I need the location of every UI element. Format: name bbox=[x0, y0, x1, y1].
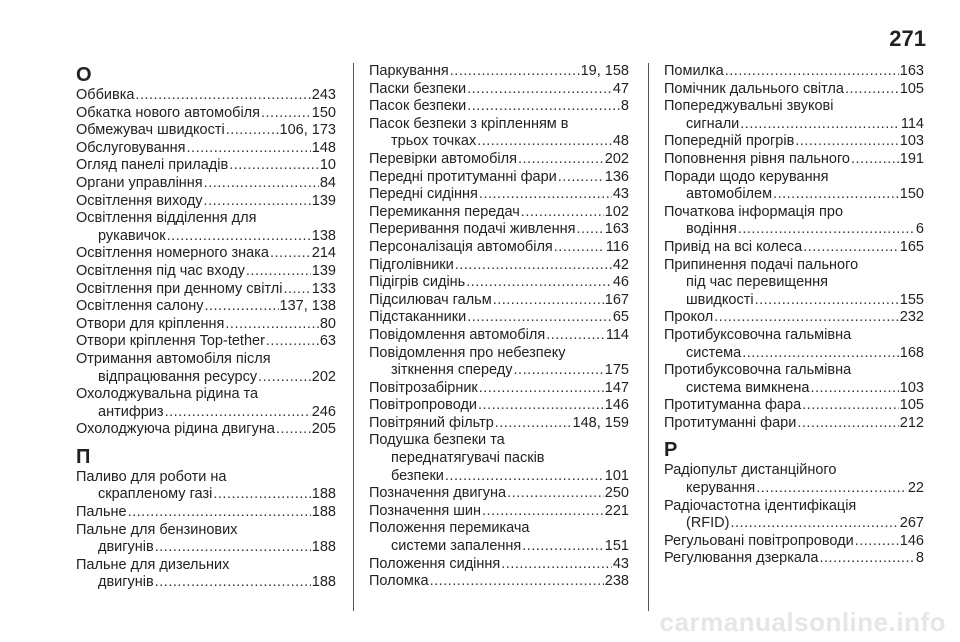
entry-term: Радіопульт дистанційного bbox=[664, 462, 837, 479]
index-entry bbox=[369, 81, 629, 99]
entry-term: Поломка bbox=[369, 573, 429, 590]
entry-term: рукавичок bbox=[98, 227, 166, 244]
entry-term: Паркування bbox=[369, 63, 449, 79]
index-entry bbox=[664, 204, 924, 239]
dot-leader bbox=[518, 151, 604, 169]
entry-term: Радіочастотна ідентифікація bbox=[664, 497, 857, 514]
index-entry bbox=[369, 573, 629, 591]
entry-term: Попередній прогрів bbox=[664, 133, 795, 150]
entry-term: Обкатка нового автомобіля bbox=[76, 104, 260, 121]
dot-leader bbox=[479, 380, 604, 398]
dot-leader bbox=[445, 468, 604, 486]
entry-term: Освітлення виходу bbox=[76, 192, 203, 209]
page-number: 271 bbox=[889, 26, 926, 51]
entry-term: Паски безпеки bbox=[369, 80, 467, 97]
entry-page-ref: 205 bbox=[311, 421, 336, 438]
dot-leader bbox=[258, 369, 311, 387]
entry-term: Попереджувальні звукові bbox=[664, 98, 834, 115]
index-entry bbox=[369, 397, 629, 415]
entry-page-ref: 267 bbox=[899, 515, 924, 532]
index-entry bbox=[76, 210, 336, 245]
index-entry bbox=[369, 485, 629, 503]
index-entry bbox=[664, 169, 924, 204]
entry-term: двигунів bbox=[98, 574, 154, 591]
entry-page-ref: 188 bbox=[311, 574, 336, 591]
entry-term: відпрацювання ресурсу bbox=[98, 368, 258, 385]
index-entry bbox=[664, 133, 924, 151]
entry-term: Пасок безпеки bbox=[369, 98, 467, 115]
entry-term: Освітлення номерного знака bbox=[76, 245, 269, 262]
dot-leader bbox=[521, 204, 604, 222]
entry-page-ref: 146 bbox=[604, 397, 629, 414]
dot-leader bbox=[276, 421, 311, 439]
entry-page-ref: 243 bbox=[311, 87, 336, 103]
dot-leader bbox=[803, 239, 899, 257]
index-entry bbox=[664, 257, 924, 310]
dot-leader bbox=[482, 503, 604, 521]
entry-term: під час перевищення bbox=[686, 274, 829, 291]
entry-term: (RFID) bbox=[686, 515, 730, 532]
entry-term: Паливо для роботи на bbox=[76, 468, 227, 485]
entry-term: Переривання подачі живлення bbox=[369, 221, 576, 238]
entry-term: зіткнення спереду bbox=[391, 362, 513, 379]
index-entry bbox=[369, 503, 629, 521]
index-entry bbox=[369, 327, 629, 345]
entry-term: Підігрів сидінь bbox=[369, 274, 466, 291]
dot-leader bbox=[430, 573, 604, 591]
entry-term: швидкості bbox=[686, 291, 754, 308]
entry-term: Персоналізація автомобіля bbox=[369, 238, 553, 255]
entry-term: сигнали bbox=[686, 115, 740, 132]
entry-page-ref: 238 bbox=[604, 573, 629, 590]
entry-page-ref: 175 bbox=[604, 362, 629, 379]
entry-term: Обслуговування bbox=[76, 139, 186, 156]
entry-page-ref: 133 bbox=[311, 280, 336, 297]
dot-leader bbox=[738, 221, 915, 239]
entry-term: Пальне для бензинових bbox=[76, 521, 238, 538]
entry-page-ref: 202 bbox=[604, 150, 629, 167]
dot-leader bbox=[266, 333, 319, 351]
entry-term: переднатягувачі пасків bbox=[391, 450, 545, 467]
index-entry bbox=[76, 245, 336, 263]
dot-leader bbox=[167, 228, 311, 246]
index-entry bbox=[369, 151, 629, 169]
dot-leader bbox=[478, 397, 604, 415]
dot-leader bbox=[773, 186, 899, 204]
entry-term: Протитуманні фари bbox=[664, 414, 797, 431]
entry-page-ref: 188 bbox=[311, 504, 336, 521]
entry-term: Положення перемикача bbox=[369, 520, 530, 537]
index-entry bbox=[369, 63, 629, 81]
entry-term: Подушка безпеки та bbox=[369, 432, 505, 449]
entry-term: Підстаканники bbox=[369, 309, 467, 326]
entry-term: двигунів bbox=[98, 539, 154, 556]
dot-leader bbox=[187, 140, 311, 158]
entry-page-ref: 221 bbox=[604, 502, 629, 519]
entry-page-ref: 150 bbox=[899, 186, 924, 203]
entry-term: Поповнення рівня пального bbox=[664, 150, 850, 167]
dot-leader bbox=[155, 539, 311, 557]
entry-page-ref: 155 bbox=[899, 291, 924, 308]
entry-term: Помічник дальнього світла bbox=[664, 80, 844, 97]
index-entry bbox=[664, 498, 924, 533]
entry-term: Регулювання дзеркала bbox=[664, 550, 819, 567]
index-entry bbox=[664, 239, 924, 257]
dot-leader bbox=[507, 485, 604, 503]
entry-page-ref: 163 bbox=[604, 221, 629, 238]
entry-term: Пальне bbox=[76, 504, 127, 521]
dot-leader bbox=[522, 538, 604, 556]
entry-term: Положення сидіння bbox=[369, 555, 501, 572]
entry-term: Протибуксовочна гальмівна bbox=[664, 326, 852, 343]
entry-term: Обмежувач швидкості bbox=[76, 122, 225, 139]
entry-term: Отвори для кріплення bbox=[76, 315, 225, 332]
entry-term: Повідомлення автомобіля bbox=[369, 326, 546, 343]
entry-page-ref: 47 bbox=[612, 80, 629, 97]
index-entry bbox=[664, 81, 924, 99]
entry-page-ref: 139 bbox=[311, 192, 336, 209]
entry-term: Огляд панелі приладів bbox=[76, 157, 229, 174]
entry-term: Регульовані повітропроводи bbox=[664, 532, 854, 549]
entry-page-ref: 84 bbox=[319, 174, 336, 191]
index-entry bbox=[369, 186, 629, 204]
entry-page-ref: 103 bbox=[899, 379, 924, 396]
entry-page-ref: 106, 173 bbox=[279, 122, 336, 139]
index-column-3 bbox=[664, 63, 924, 568]
dot-leader bbox=[467, 309, 612, 327]
entry-page-ref: 151 bbox=[604, 538, 629, 555]
column-divider bbox=[648, 63, 649, 611]
index-entry bbox=[664, 362, 924, 397]
entry-page-ref: 250 bbox=[604, 485, 629, 502]
dot-leader bbox=[576, 221, 603, 239]
entry-page-ref: 188 bbox=[311, 539, 336, 556]
index-entry bbox=[369, 432, 629, 485]
entry-term: Освітлення відділення для bbox=[76, 210, 257, 227]
entry-term: Органи управління bbox=[76, 174, 203, 191]
dot-leader bbox=[204, 175, 319, 193]
index-entry bbox=[369, 98, 629, 116]
index-entry bbox=[369, 116, 629, 151]
entry-page-ref: 43 bbox=[612, 555, 629, 572]
index-column-1 bbox=[76, 63, 336, 592]
index-entry bbox=[76, 157, 336, 175]
index-entry bbox=[369, 274, 629, 292]
entry-term: водіння bbox=[686, 221, 737, 238]
index-entry bbox=[369, 415, 629, 433]
entry-page-ref: 103 bbox=[899, 133, 924, 150]
dot-leader bbox=[213, 486, 310, 504]
dot-leader bbox=[742, 345, 899, 363]
entry-term: Позначення двигуна bbox=[369, 485, 507, 502]
dot-leader bbox=[493, 292, 604, 310]
entry-page-ref: 150 bbox=[311, 104, 336, 121]
dot-leader bbox=[135, 87, 310, 105]
dot-leader bbox=[226, 122, 279, 140]
index-entry bbox=[76, 193, 336, 211]
entry-page-ref: 136 bbox=[604, 168, 629, 185]
dot-leader bbox=[204, 298, 278, 316]
entry-term: Поради щодо керування bbox=[664, 168, 829, 185]
entry-page-ref: 65 bbox=[612, 309, 629, 326]
index-entry bbox=[76, 469, 336, 504]
dot-leader bbox=[851, 151, 899, 169]
index-entry bbox=[76, 504, 336, 522]
index-entry bbox=[76, 333, 336, 351]
entry-page-ref: 102 bbox=[604, 203, 629, 220]
dot-leader bbox=[246, 263, 311, 281]
entry-page-ref: 214 bbox=[311, 245, 336, 262]
index-entry bbox=[76, 298, 336, 316]
entry-term: системи запалення bbox=[391, 538, 522, 555]
entry-page-ref: 114 bbox=[605, 326, 629, 343]
dot-leader bbox=[466, 274, 612, 292]
index-entry bbox=[76, 175, 336, 193]
dot-leader bbox=[725, 63, 899, 81]
dot-leader bbox=[558, 169, 604, 187]
index-entry bbox=[76, 386, 336, 421]
index-entry bbox=[76, 316, 336, 334]
entry-page-ref: 43 bbox=[612, 186, 629, 203]
entry-page-ref: 19, 158 bbox=[580, 63, 629, 79]
index-entry bbox=[664, 98, 924, 133]
index-entry bbox=[76, 522, 336, 557]
dot-leader bbox=[225, 316, 318, 334]
entry-term: Прокол bbox=[664, 309, 714, 326]
index-entry bbox=[369, 380, 629, 398]
index-entry bbox=[76, 105, 336, 123]
entry-page-ref: 167 bbox=[604, 291, 629, 308]
dot-leader bbox=[845, 81, 899, 99]
dot-leader bbox=[810, 380, 898, 398]
entry-term: Освітлення при денному світлі bbox=[76, 280, 283, 297]
entry-term: Повітрозабірник bbox=[369, 379, 478, 396]
entry-term: Позначення шин bbox=[369, 502, 481, 519]
dot-leader bbox=[204, 193, 311, 211]
section-letter: П bbox=[76, 445, 91, 468]
index-entry bbox=[664, 63, 924, 81]
dot-leader bbox=[731, 515, 899, 533]
dot-leader bbox=[755, 292, 899, 310]
dot-leader bbox=[714, 309, 899, 327]
entry-term: Освітлення під час входу bbox=[76, 262, 245, 279]
entry-term: скрапленому газі bbox=[98, 486, 213, 503]
index-entry bbox=[369, 204, 629, 222]
index-entry bbox=[369, 257, 629, 275]
index-columns bbox=[76, 63, 936, 611]
dot-leader bbox=[756, 480, 907, 498]
entry-term: Припинення подачі пального bbox=[664, 256, 859, 273]
dot-leader bbox=[819, 550, 914, 568]
dot-leader bbox=[797, 415, 898, 433]
entry-term: Підсилювач гальм bbox=[369, 291, 492, 308]
dot-leader bbox=[795, 133, 899, 151]
entry-term: Перемикання передач bbox=[369, 203, 520, 220]
index-entry bbox=[76, 281, 336, 299]
entry-page-ref: 42 bbox=[612, 256, 629, 273]
index-entry bbox=[369, 520, 629, 555]
index-entry bbox=[76, 87, 336, 105]
entry-page-ref: 8 bbox=[915, 550, 924, 567]
entry-page-ref: 148 bbox=[311, 139, 336, 156]
entry-term: Освітлення салону bbox=[76, 298, 204, 315]
entry-page-ref: 147 bbox=[604, 379, 629, 396]
dot-leader bbox=[802, 397, 899, 415]
index-entry bbox=[76, 122, 336, 140]
entry-term: Повітряний фільтр bbox=[369, 414, 494, 431]
dot-leader bbox=[855, 533, 899, 551]
entry-page-ref: 191 bbox=[899, 150, 924, 167]
index-column-2 bbox=[369, 63, 629, 591]
entry-term: безпеки bbox=[391, 467, 444, 484]
index-entry bbox=[76, 557, 336, 592]
entry-term: Протибуксовочна гальмівна bbox=[664, 362, 852, 379]
dot-leader bbox=[501, 556, 612, 574]
entry-page-ref: 8 bbox=[620, 98, 629, 115]
entry-term: Охолоджувальна рідина та bbox=[76, 386, 259, 403]
index-entry bbox=[664, 533, 924, 551]
column-divider bbox=[353, 63, 354, 611]
entry-page-ref: 212 bbox=[899, 414, 924, 431]
dot-leader bbox=[261, 105, 311, 123]
entry-page-ref: 101 bbox=[604, 467, 629, 484]
dot-leader bbox=[165, 404, 311, 422]
index-entry bbox=[664, 397, 924, 415]
entry-term: Пальне для дизельних bbox=[76, 556, 230, 573]
section-letter: Р bbox=[664, 439, 678, 462]
index-entry bbox=[76, 351, 336, 386]
entry-term: трьох точках bbox=[391, 133, 477, 150]
index-entry bbox=[664, 462, 924, 497]
dot-leader bbox=[740, 116, 900, 134]
dot-leader bbox=[229, 157, 319, 175]
entry-page-ref: 139 bbox=[311, 262, 336, 279]
entry-page-ref: 114 bbox=[900, 115, 924, 132]
index-entry bbox=[369, 221, 629, 239]
dot-leader bbox=[546, 327, 605, 345]
index-entry bbox=[664, 151, 924, 169]
dot-leader bbox=[467, 98, 620, 116]
index-entry bbox=[369, 345, 629, 380]
entry-term: Охолоджуюча рідина двигуна bbox=[76, 421, 275, 438]
entry-term: Отвори кріплення Top-tether bbox=[76, 333, 265, 350]
index-entry bbox=[664, 327, 924, 362]
entry-page-ref: 105 bbox=[899, 397, 924, 414]
index-entry bbox=[664, 309, 924, 327]
entry-page-ref: 163 bbox=[899, 63, 924, 79]
entry-term: антифриз bbox=[98, 403, 164, 420]
entry-term: Отримання автомобіля після bbox=[76, 350, 271, 367]
index-entry bbox=[369, 292, 629, 310]
index-entry bbox=[76, 421, 336, 439]
dot-leader bbox=[554, 239, 605, 257]
entry-page-ref: 246 bbox=[311, 403, 336, 420]
entry-term: Повітропроводи bbox=[369, 397, 478, 414]
entry-page-ref: 48 bbox=[612, 133, 629, 150]
index-entry bbox=[369, 169, 629, 187]
dot-leader bbox=[155, 574, 311, 592]
dot-leader bbox=[283, 281, 310, 299]
entry-page-ref: 137, 138 bbox=[279, 298, 336, 315]
entry-page-ref: 22 bbox=[907, 480, 924, 497]
dot-leader bbox=[450, 63, 580, 81]
entry-term: Оббивка bbox=[76, 87, 135, 103]
entry-page-ref: 168 bbox=[899, 344, 924, 361]
entry-term: Початкова інформація про bbox=[664, 203, 844, 220]
dot-leader bbox=[479, 186, 612, 204]
entry-term: Протитуманна фара bbox=[664, 397, 802, 414]
entry-term: автомобілем bbox=[686, 186, 773, 203]
index-entry bbox=[369, 556, 629, 574]
index-entry bbox=[369, 239, 629, 257]
entry-term: Передні сидіння bbox=[369, 186, 478, 203]
entry-page-ref: 105 bbox=[899, 80, 924, 97]
entry-page-ref: 10 bbox=[319, 157, 336, 174]
index-entry bbox=[664, 415, 924, 433]
entry-page-ref: 232 bbox=[899, 309, 924, 326]
entry-page-ref: 148, 159 bbox=[572, 414, 629, 431]
entry-page-ref: 202 bbox=[311, 368, 336, 385]
entry-page-ref: 146 bbox=[899, 532, 924, 549]
entry-term: Перевірки автомобіля bbox=[369, 150, 517, 167]
index-entry bbox=[664, 550, 924, 568]
entry-page-ref: 165 bbox=[899, 238, 924, 255]
dot-leader bbox=[477, 133, 612, 151]
entry-term: керування bbox=[686, 480, 756, 497]
dot-leader bbox=[467, 81, 612, 99]
watermark: carmanualsonline.info bbox=[659, 607, 946, 637]
entry-page-ref: 116 bbox=[605, 238, 629, 255]
entry-page-ref: 138 bbox=[311, 227, 336, 244]
dot-leader bbox=[514, 362, 604, 380]
entry-page-ref: 188 bbox=[311, 486, 336, 503]
entry-term: система bbox=[686, 344, 742, 361]
section-letter: О bbox=[76, 64, 92, 86]
index-entry bbox=[76, 140, 336, 158]
dot-leader bbox=[455, 257, 612, 275]
entry-term: система вимкнена bbox=[686, 379, 810, 396]
entry-term: Привід на всі колеса bbox=[664, 238, 803, 255]
entry-page-ref: 6 bbox=[915, 221, 924, 238]
entry-page-ref: 63 bbox=[319, 333, 336, 350]
index-entry bbox=[369, 309, 629, 327]
entry-term: Помилка bbox=[664, 63, 724, 79]
entry-term: Повідомлення про небезпеку bbox=[369, 344, 566, 361]
dot-leader bbox=[495, 415, 572, 433]
entry-term: Передні протитуманні фари bbox=[369, 168, 557, 185]
dot-leader bbox=[270, 245, 311, 263]
dot-leader bbox=[128, 504, 311, 522]
entry-term: Підголівники bbox=[369, 256, 454, 273]
entry-page-ref: 80 bbox=[319, 315, 336, 332]
entry-page-ref: 46 bbox=[612, 274, 629, 291]
entry-term: Пасок безпеки з кріпленням в bbox=[369, 115, 569, 132]
index-entry bbox=[76, 263, 336, 281]
